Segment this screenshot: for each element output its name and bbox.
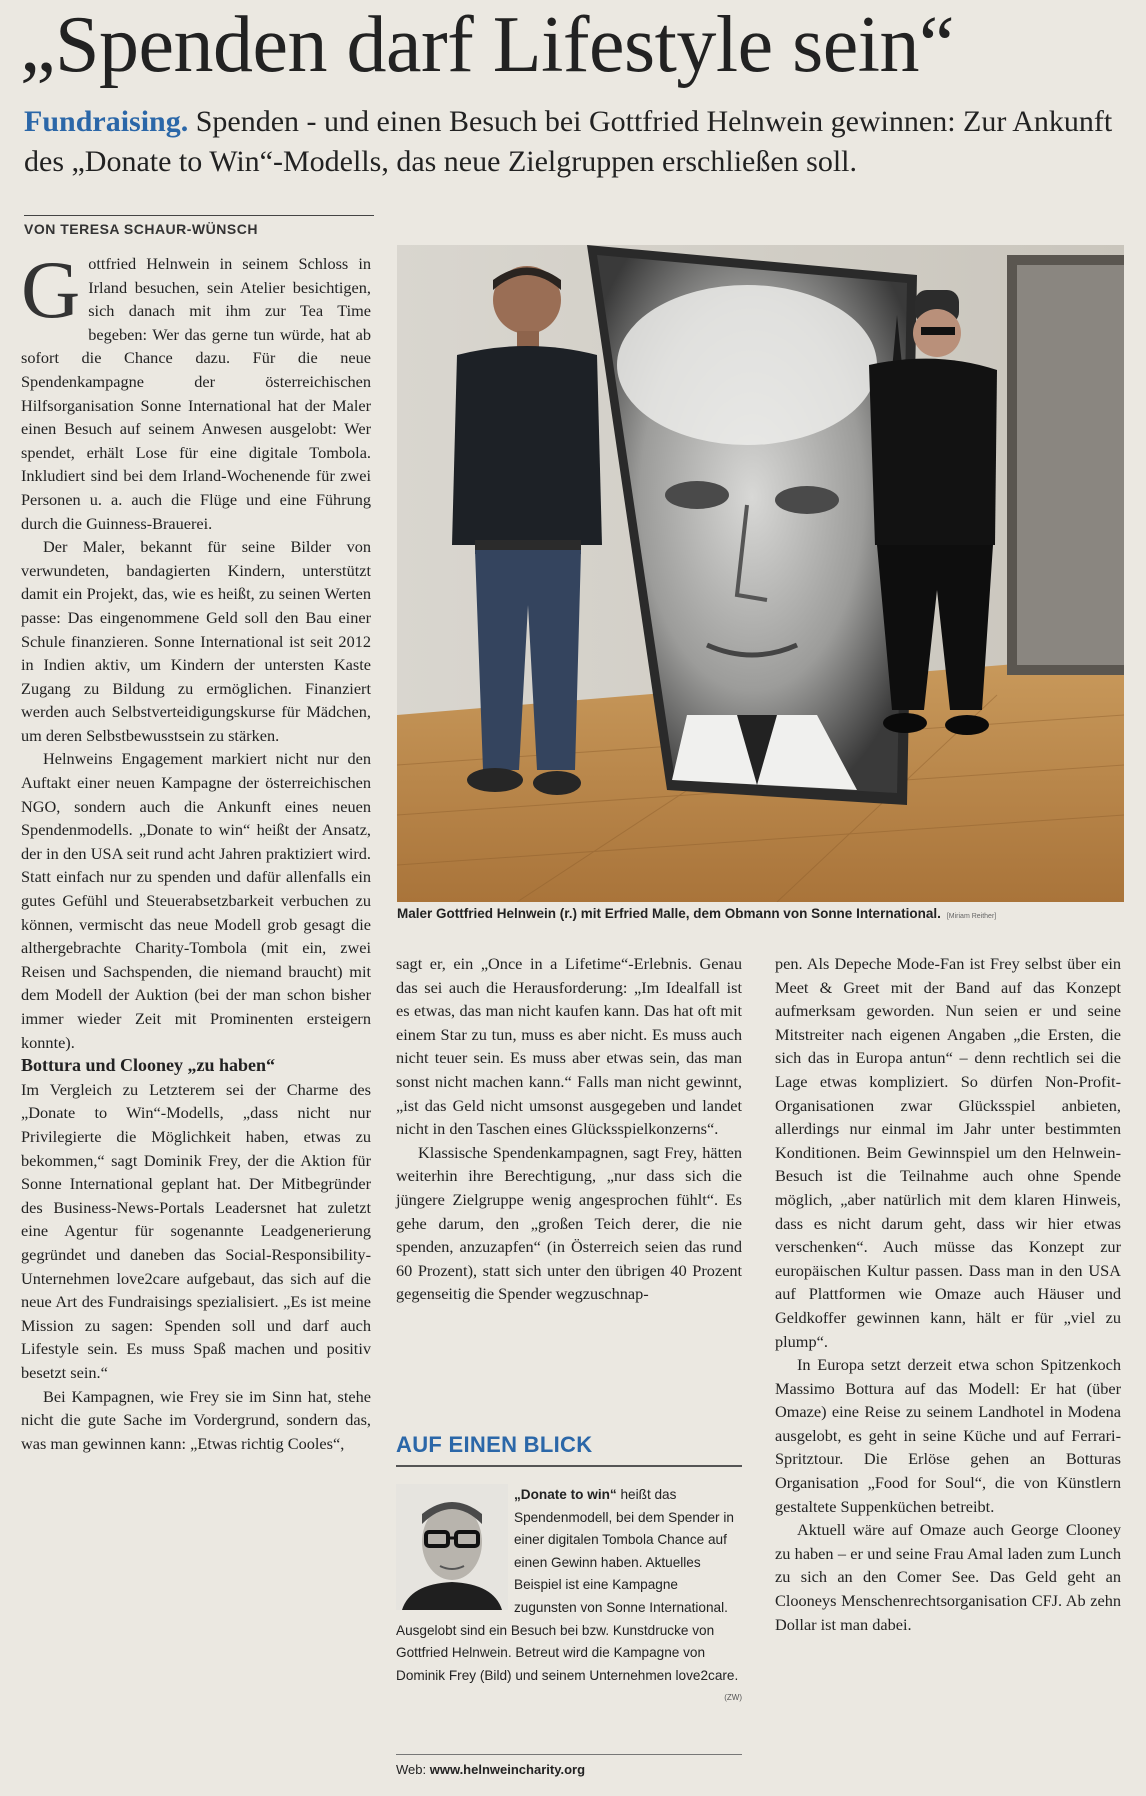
paragraph-7: Klassische Spendenkampagnen, sagt Frey, hätten weiterhin ihre Berechtigung, „nur dass sich die jüngere Zielgruppe wenig angesprochen fühlt“. Es gehe darum, den „großen Teich derer, die nie spenden, anzuzapfen“ (in Österreich seien das rund 60 Prozent), statt sich unter den übrigen 40 Prozent gegenseitig die Spender wegzuschnap- [396, 1142, 742, 1304]
subheading: Bottura und Clooney „zu haben“ [21, 1055, 276, 1076]
photo-caption [397, 906, 1124, 921]
column-2 [396, 952, 742, 1306]
web-link[interactable]: www.helnweincharity.org [429, 1762, 586, 1777]
paragraph-4: Im Vergleich zu Letzterem sei der Charme des „Donate to Win“-Modells, „dass nicht nur Privilegierte die Möglichkeit haben, etwas zu bekommen,“ sagt Dominik Frey, der die Aktion für Sonne International geplant hat. Der Mitbegründer des Business-News-Portals Leadersnet hat zuletzt eine Agentur für sogenannte Leadgenerierung gegründet und daneben das Social-Responsibility-Unternehmen love2care aufgebaut, das sich auf die neue Art des Fundraisings spezialisiert. „Es ist meine Mission zu sagen: Spenden soll und darf auch Lifestyle sein. Es muss Spaß machen und positiv besetzt sein.“ [21, 1079, 371, 1382]
portrait-spacer [396, 1484, 514, 1610]
headline: „Spenden darf Lifestyle sein“ [20, 1, 955, 89]
paragraph-5: Bei Kampagnen, wie Frey sie im Sinn hat, stehe nicht die gute Sache im Vordergrund, sondern das, was man gewinnen kann: „Etwas richtig Cooles“, [21, 1386, 371, 1453]
info-box-title: AUF EINEN BLICK [396, 1432, 593, 1457]
web-label: Web: [396, 1762, 430, 1777]
paragraph-2: Der Maler, bekannt für seine Bilder von verwundeten, bandagierten Kindern, unterstützt damit ein Projekt, das, wie es heißt, zu seinen Werten passe: Das eingenommene Geld soll den Bau einer Schule finanzieren. Sonne International ist seit 2012 in Indien aktiv, um Kindern der untersten Kaste Zugang zu Bildung zu ermöglichen. Finanziert werden auch Selbstverteidigungskurse für Mädchen, um deren Selbstbewusstsein zu stärken. [21, 537, 371, 745]
caption-text: Maler Gottfried Helnwein (r.) mit Erfried Malle, dem Obmann von Sonne International. [397, 906, 941, 921]
deck [24, 102, 1134, 182]
info-box-rule [396, 1465, 742, 1467]
paragraph-10: Aktuell wäre auf Omaze auch George Clooney zu haben – er und seine Frau Amal laden zum Lunch zu sich an den Comer See. Das Geld geht an Clooneys Menschenrechtsorganisation CFJ. Ab zehn Dollar ist man dabei. [775, 1520, 1121, 1634]
deck-kicker: Fundraising. [24, 105, 189, 138]
paragraph-1-text: ottfried Helnwein in seinem Schloss in Irland besuchen, sein Atelier besichtigen, sich danach mit ihm zur Tea Time begeben: Wer das gerne tun würde, hat ab sofort die Chance dazu. Für die neue Spendenkampagne der österreichischen Hilfsorganisation Sonne International hat der Maler einen Besuch auf seinem Anwesen ausgelobt: Wer spendet, erhält Lose für eine digitale Tombola. Inkludiert sind bei dem Irland-Wochenende für zwei Personen u. a. auch die Flüge und eine Führung durch die Guinness-Brauerei. [21, 254, 371, 533]
photo-credit: [Miriam Reither] [946, 913, 997, 920]
column-3 [775, 952, 1121, 1636]
paragraph-8: pen. Als Depeche Mode-Fan ist Frey selbst über ein Meet & Greet mit der Band auf das Konzept aufmerksam geworden. Nun seien er und seine Mitstreiter nach eigenen Angaben „die Ersten, die sich das in Europa antun“ – denn rechtlich sei die Lage etwas kompliziert. So dürfen Non-Profit-Organisationen zwar Glücksspiel anbieten, allerdings nur einmal im Jahr unter bestimmten Konditionen. Beim Gewinnspiel um den Helnwein-Besuch ist die Teilnahme auch ohne Spende möglich, „aber natürlich mit dem klaren Hinweis, dass es nicht darum geht, dass wir hier etwas verschenken“. Auch müsse das Konzept zur europäischen Kultur passen. Dass man in den USA auf Plattformen wie Omaze auch Häuser und Geldkoffer gewinnen kann, hält er für „viel zu plump“. [775, 954, 1121, 1351]
paragraph-6: sagt er, ein „Once in a Lifetime“-Erlebnis. Genau das sei auch die Herausforderung: „Im Idealfall ist es etwas, das man nicht kaufen kann. Das hat oft mit einem Star zu tun, muss es aber nicht. Es muss auch nicht teuer sein. Es muss aber etwas sein, das man sonst nicht machen kann.“ Falls man nicht gewinnt, „ist das Geld nicht umsonst ausgegeben und landet nicht in den Taschen eines Glücksspielkonzerns“. [396, 954, 742, 1139]
paragraph-3: Helnweins Engagement markiert nicht nur den Auftakt einer neuen Kampagne der österreichischen NGO, sondern auch die Ankunft eines neuen Spendenmodells. „Donate to win“ heißt der Ansatz, der in den USA seit rund acht Jahren praktiziert wird. Statt einfach nur zu spenden und dafür allenfalls ein gutes Gefühl und Steuerabsetzbarkeit verbuchen zu können, vermischt das neue Modell grob gesagt die althergebrachte Charity-Tombola (mit ein, zwei Reisen und Sachspenden, die niemand braucht) mit dem Modell der Auktion (bei der man schon bisher immer wieder Zeit mit Prominenten ersteigern konnte). [21, 749, 371, 1052]
article-photo [397, 245, 1124, 902]
paragraph-9: In Europa setzt derzeit etwa schon Spitzenkoch Massimo Bottura auf das Modell: Er hat (über Omaze) eine Reise zu seinem Landhotel in Modena ausgelobt, es geht in seine Küche und auf Ferrari-Spritztour. Die Erlöse gehen an Botturas Organisation „Food for Soul“, die von Künstlern gestaltete Suppenküchen betreibt. [775, 1355, 1121, 1516]
info-box-body: heißt das Spendenmodell, bei dem Spender in einer digitalen Tombola Chance auf einen Gewinn haben. Aktuelles Beispiel ist eine Kampagne zugunsten von Sonne International. Ausgelobt sind ein Besuch bei bzw. Kunstdrucke von Gottfried Helnwein. Betreut wird die Kampagne von Dominik Frey (Bild) und seinem Unternehmen love2care. [396, 1487, 739, 1683]
dropcap: G [21, 244, 81, 335]
info-box-rule-bottom [396, 1754, 742, 1755]
photo-illustration [397, 245, 1124, 902]
paragraph-1 [21, 244, 371, 535]
info-box-kuerzel: (ZW) [724, 1693, 742, 1703]
byline: VON TERESA SCHAUR-WÜNSCH [24, 215, 374, 237]
deck-text: Spenden - und einen Besuch bei Gottfried Helnwein gewinnen: Zur Ankunft des „Donate to Win“-Modells, das neue Zielgruppen erschließen soll. [24, 105, 1113, 178]
info-box-text [396, 1484, 742, 1710]
column-1 [21, 244, 371, 1455]
info-box-web [396, 1762, 742, 1777]
info-box-lead: „Donate to win“ [514, 1487, 617, 1502]
